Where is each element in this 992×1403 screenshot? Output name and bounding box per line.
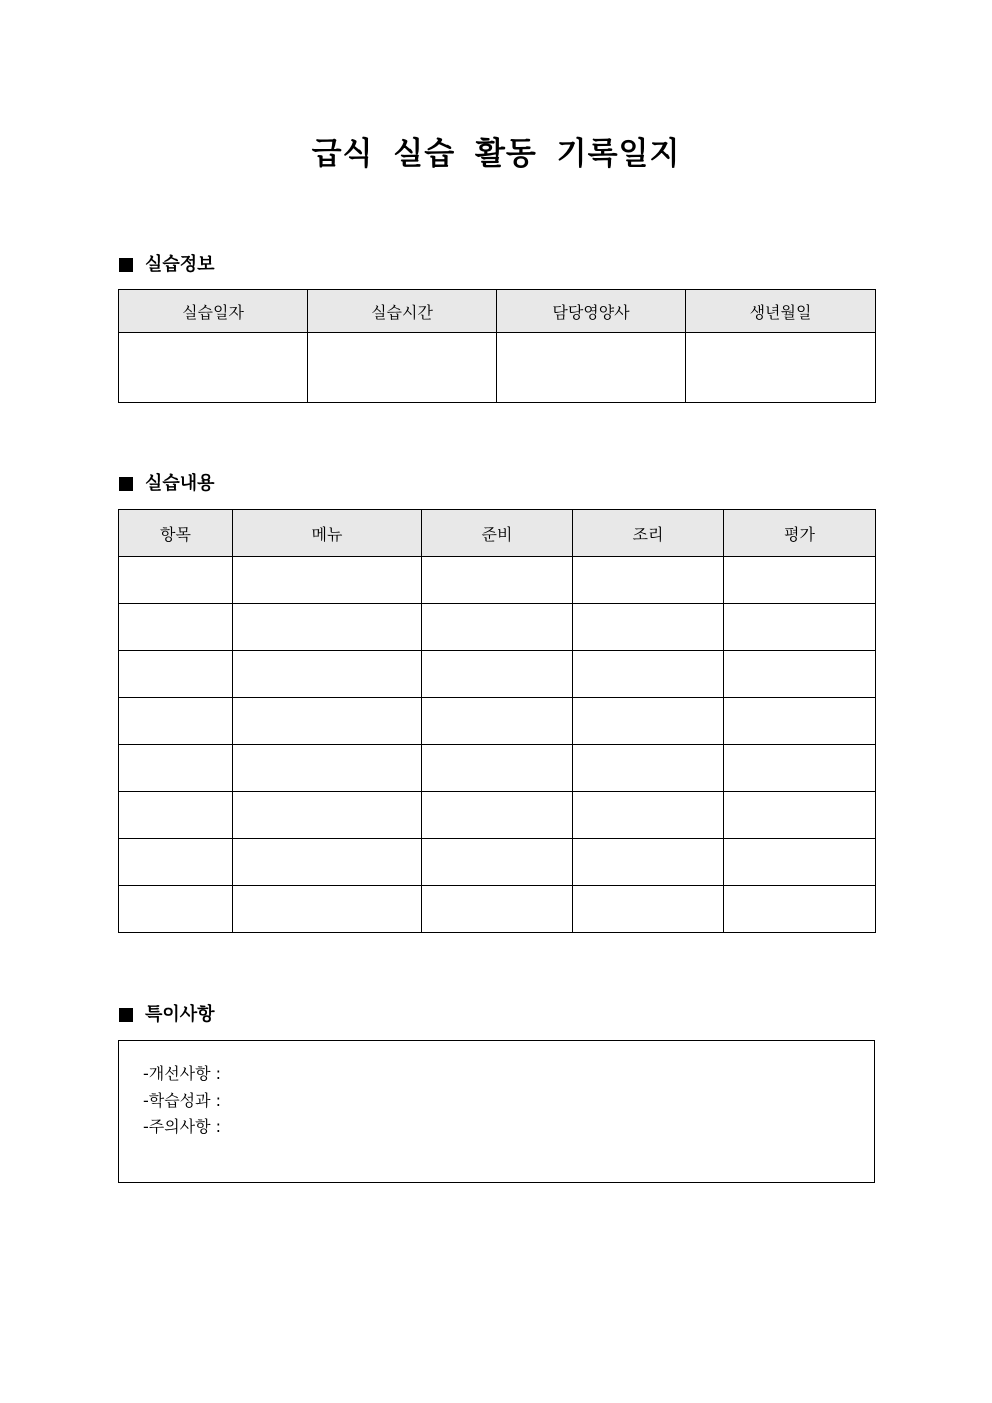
table-cell[interactable] [573, 839, 724, 886]
table-row [119, 557, 876, 604]
info-header-dietitian: 담당영양사 [497, 290, 686, 333]
info-table-value-row [119, 333, 876, 403]
table-cell[interactable] [724, 745, 876, 792]
info-value-dietitian[interactable] [497, 333, 686, 403]
table-cell[interactable] [422, 651, 573, 698]
table-row [119, 792, 876, 839]
table-row [119, 886, 876, 933]
table-row [119, 651, 876, 698]
section-heading-notes-label: 특이사항 [145, 1004, 215, 1025]
black-square-icon [119, 1008, 133, 1022]
table-cell[interactable] [422, 557, 573, 604]
content-header-cooking: 조리 [573, 510, 724, 557]
table-cell[interactable] [573, 651, 724, 698]
table-row [119, 604, 876, 651]
info-header-birthdate: 생년월일 [686, 290, 876, 333]
table-cell[interactable] [573, 886, 724, 933]
table-cell[interactable] [724, 604, 876, 651]
table-cell[interactable] [233, 698, 422, 745]
section-heading-info [119, 253, 215, 277]
black-square-icon [119, 258, 133, 272]
content-table [118, 509, 876, 933]
table-cell[interactable] [573, 745, 724, 792]
info-header-date: 실습일자 [119, 290, 308, 333]
info-table [118, 289, 876, 403]
table-cell[interactable] [233, 792, 422, 839]
table-cell[interactable] [573, 698, 724, 745]
table-row [119, 839, 876, 886]
content-header-item: 항목 [119, 510, 233, 557]
table-cell[interactable] [119, 886, 233, 933]
info-value-birthdate[interactable] [686, 333, 876, 403]
table-cell[interactable] [119, 792, 233, 839]
table-cell[interactable] [233, 745, 422, 792]
notes-box[interactable] [118, 1040, 875, 1183]
section-heading-content-label: 실습내용 [145, 473, 215, 494]
black-square-icon [119, 477, 133, 491]
table-cell[interactable] [724, 839, 876, 886]
table-cell[interactable] [119, 698, 233, 745]
table-cell[interactable] [724, 698, 876, 745]
table-cell[interactable] [233, 839, 422, 886]
content-table-header-row [119, 510, 876, 557]
section-heading-info-label: 실습정보 [145, 254, 215, 275]
info-header-time: 실습시간 [308, 290, 497, 333]
table-cell[interactable] [422, 886, 573, 933]
table-cell[interactable] [119, 745, 233, 792]
table-cell[interactable] [119, 557, 233, 604]
table-cell[interactable] [573, 604, 724, 651]
section-heading-notes [119, 1003, 215, 1027]
table-row [119, 745, 876, 792]
info-value-date[interactable] [119, 333, 308, 403]
content-header-evaluation: 평가 [724, 510, 876, 557]
table-cell[interactable] [119, 651, 233, 698]
table-cell[interactable] [119, 604, 233, 651]
table-cell[interactable] [573, 792, 724, 839]
table-cell[interactable] [119, 839, 233, 886]
note-learning-outcomes: -학습성과 : [143, 1090, 222, 1110]
table-cell[interactable] [422, 604, 573, 651]
table-cell[interactable] [724, 651, 876, 698]
content-header-preparation: 준비 [422, 510, 573, 557]
table-cell[interactable] [233, 651, 422, 698]
note-improvements: -개선사항 : [143, 1064, 222, 1083]
table-cell[interactable] [724, 792, 876, 839]
page-title: 급식 실습 활동 기록일지 [311, 136, 681, 172]
table-cell[interactable] [724, 886, 876, 933]
info-value-time[interactable] [308, 333, 497, 403]
note-precautions: -주의사항 : [143, 1117, 222, 1136]
table-cell[interactable] [724, 557, 876, 604]
table-cell[interactable] [422, 698, 573, 745]
table-cell[interactable] [233, 886, 422, 933]
info-table-header-row [119, 290, 876, 333]
table-cell[interactable] [422, 745, 573, 792]
table-cell[interactable] [233, 557, 422, 604]
table-cell[interactable] [573, 557, 724, 604]
table-cell[interactable] [422, 792, 573, 839]
table-cell[interactable] [422, 839, 573, 886]
notes-list [143, 1061, 221, 1141]
section-heading-content [119, 472, 215, 496]
table-cell[interactable] [233, 604, 422, 651]
content-header-menu: 메뉴 [233, 510, 422, 557]
table-row [119, 698, 876, 745]
